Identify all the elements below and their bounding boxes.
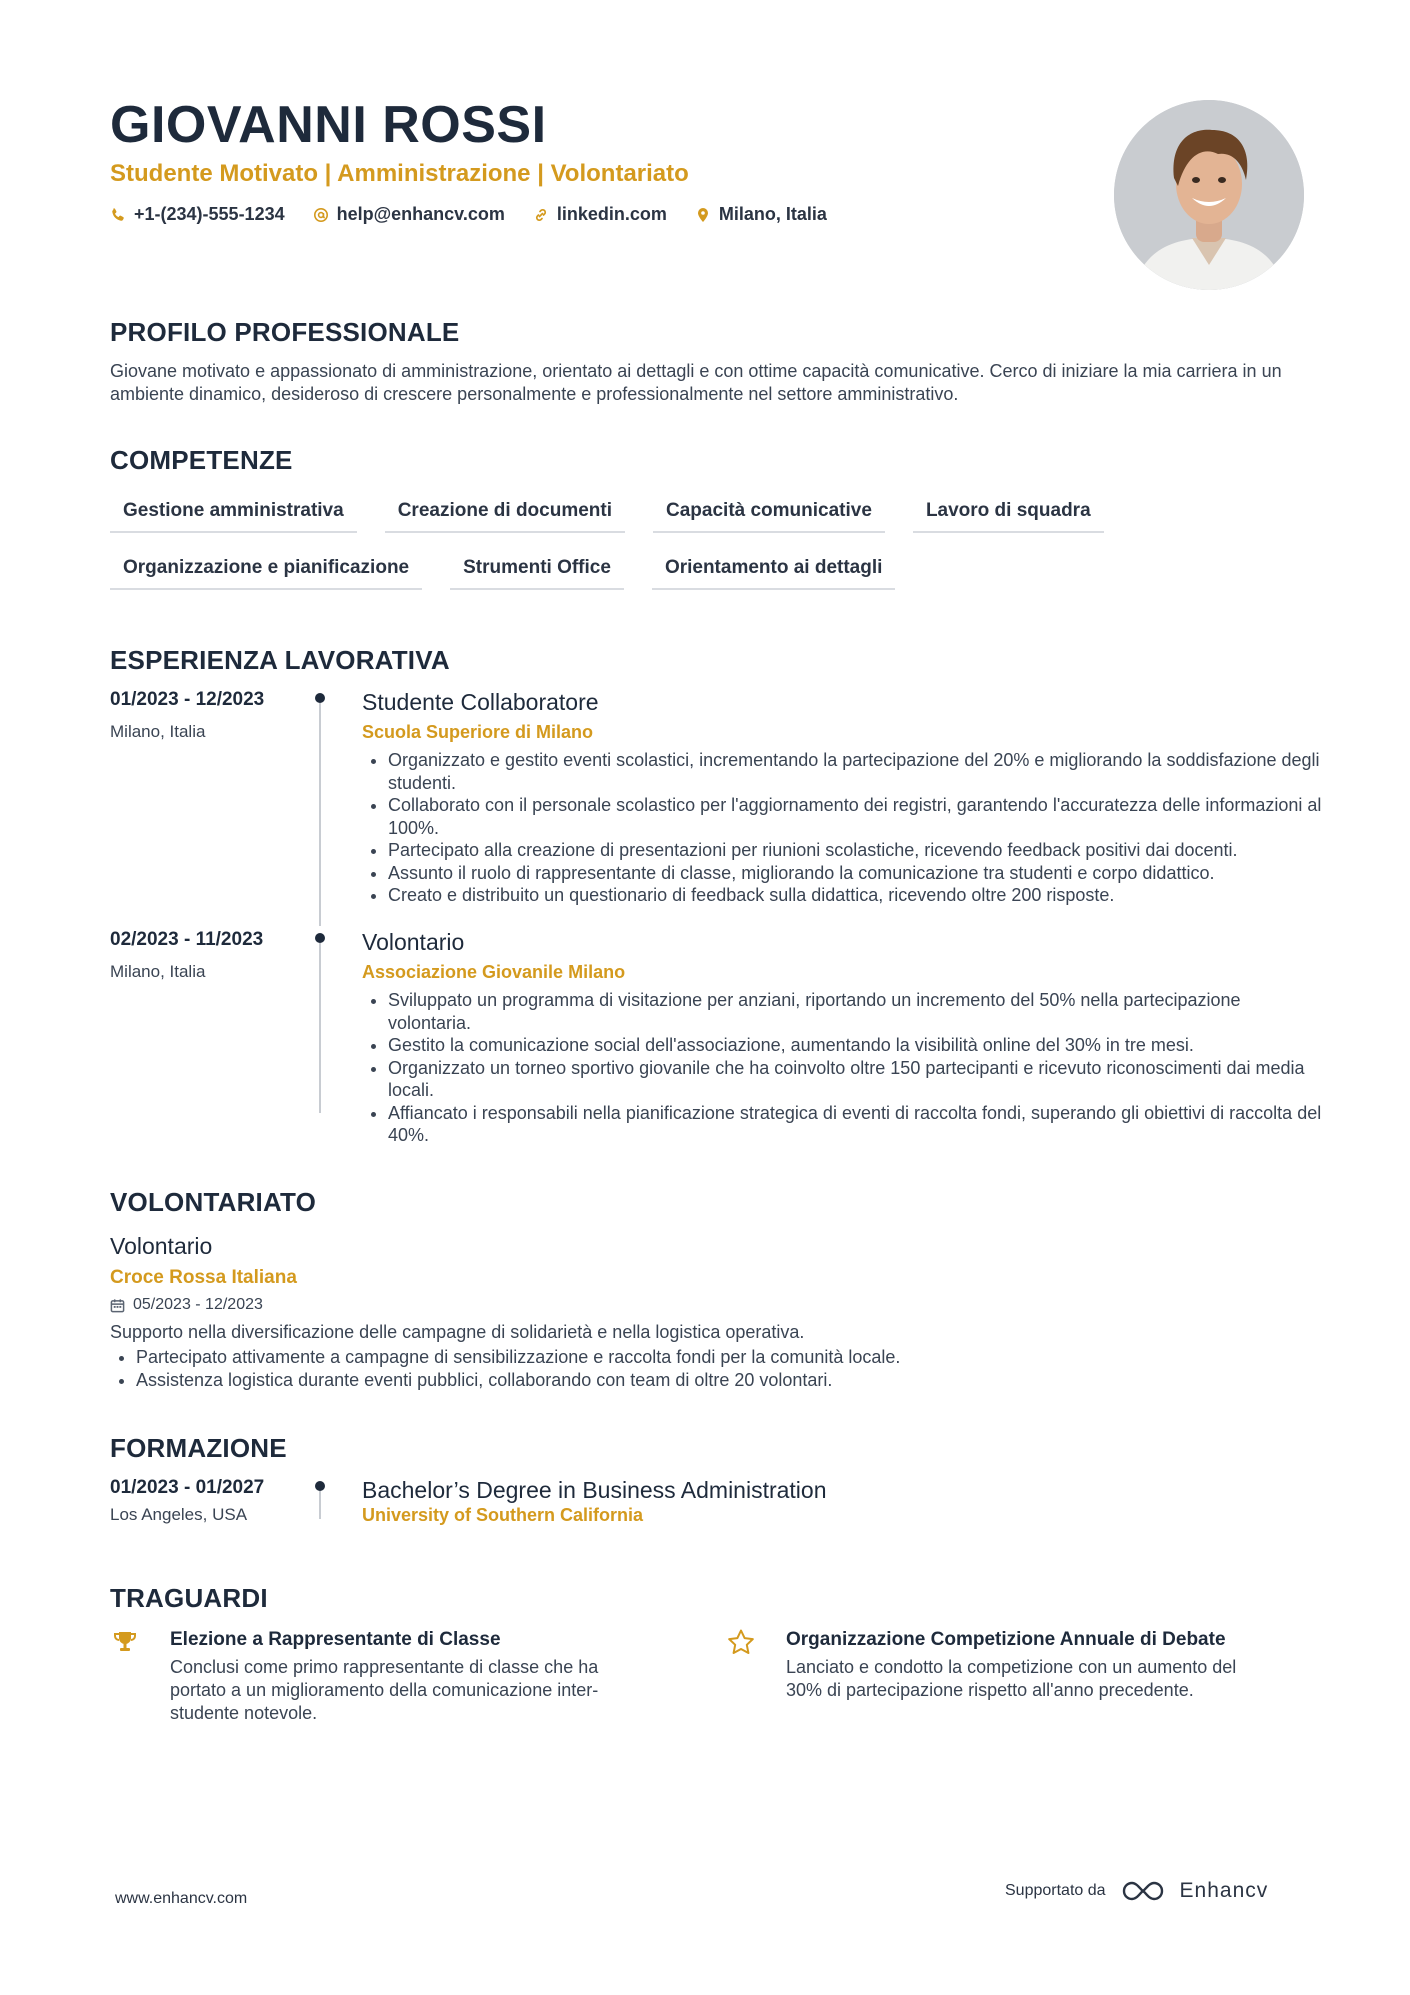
experience-company: Associazione Giovanile Milano: [362, 962, 626, 982]
at-icon: [313, 207, 329, 223]
timeline-line: [319, 703, 321, 926]
achievement-title: Elezione a Rappresentante di Classe: [170, 1629, 501, 1650]
timeline-dot: [315, 1481, 325, 1491]
phone-text: +1-(234)-555-1234: [134, 204, 285, 224]
list-item: • Partecipato alla creazione di presentazioni per riunioni scolastiche, ricevendo feedback positivi dai docenti.: [388, 839, 1322, 862]
experience-dates: 02/2023 - 11/2023: [110, 929, 264, 950]
experience-location: Milano, Italia: [110, 722, 206, 741]
experience-body: [362, 928, 1322, 1147]
achievement-text: Conclusi come primo rappresentante di classe che ha portato a un miglioramento della comunicazione inter-studente notevole.: [170, 1657, 599, 1723]
skill-tag: Orientamento ai dettagli: [652, 557, 895, 590]
volunteering-org: Croce Rossa Italiana: [110, 1267, 297, 1288]
achievement-title: Organizzazione Competizione Annuale di Debate: [786, 1629, 1226, 1650]
volunteering-role: Volontario: [110, 1233, 213, 1259]
experience-section: [110, 644, 1310, 676]
skill-tag: Gestione amministrativa: [110, 500, 357, 533]
list-item: • Collaborato con il personale scolastico per l'aggiornamento dei registri, garantendo l'accuratezza delle informazioni al 100%.: [388, 794, 1322, 839]
list-item: • Assistenza logistica durante eventi pubblici, collaborando con team di oltre 20 volontari.: [136, 1369, 1310, 1392]
education-school: University of Southern California: [362, 1505, 644, 1525]
location-pin-icon: [695, 207, 711, 223]
timeline-dot: [315, 933, 325, 943]
volunteering-date-row: [110, 1296, 1310, 1314]
footer-branding: [1005, 1878, 1268, 1904]
contact-phone[interactable]: [110, 204, 285, 225]
timeline-line: [319, 1491, 321, 1519]
enhancv-logo-icon: [1120, 1878, 1166, 1904]
experience-meta: [110, 928, 310, 982]
achievement-text: Lanciato e condotto la competizione con un aumento del 30% di partecipazione rispetto all'anno precedente.: [786, 1657, 1237, 1700]
education-title: FORMAZIONE: [110, 1433, 287, 1463]
experience-location: Milano, Italia: [110, 962, 206, 981]
list-item: • Creato e distribuito un questionario di feedback sulla didattica, ricevendo oltre 200 risposte.: [388, 884, 1322, 907]
candidate-name: GIOVANNI ROSSI: [110, 96, 547, 154]
experience-company: Scuola Superiore di Milano: [362, 722, 594, 742]
profile-title: PROFILO PROFESSIONALE: [110, 317, 460, 347]
profile-summary: Giovane motivato e appassionato di amministrazione, orientato ai dettagli e con ottime capacità comunicative. Cerco di iniziare la mia carriera in un ambiente dinamico, desideroso di crescere personalmente e professionalmente nel settore amministrativo.: [110, 361, 1282, 404]
list-item: • Gestito la comunicazione social dell'associazione, aumentando la visibilità online del 30% in tre mesi.: [388, 1034, 1322, 1057]
calendar-icon: [110, 1298, 125, 1313]
contact-linkedin[interactable]: [533, 204, 667, 225]
experience-title: ESPERIENZA LAVORATIVA: [110, 645, 450, 675]
profile-section: [110, 316, 1310, 406]
education-degree: Bachelor’s Degree in Business Administration: [362, 1477, 827, 1503]
education-meta: [110, 1476, 310, 1525]
experience-role: Volontario: [362, 929, 465, 955]
skills-list: [110, 500, 1210, 590]
list-item: • Affiancato i responsabili nella pianificazione strategica di eventi di raccolta fondi, superando gli obiettivi di raccolta del 40%.: [388, 1102, 1322, 1147]
experience-bullets: [362, 749, 1322, 907]
achievement-item: [726, 1628, 1286, 1702]
skill-tag: Creazione di documenti: [385, 500, 625, 533]
achievements-section: [110, 1582, 1310, 1614]
experience-bullets: [362, 989, 1322, 1147]
list-item: • Assunto il ruolo di rappresentante di classe, migliorando la comunicazione tra studenti e corpo didattico.: [388, 862, 1322, 885]
trophy-icon: [110, 1628, 140, 1658]
powered-by-text: Supportato da: [1005, 1882, 1106, 1899]
list-item: • Organizzato e gestito eventi scolastici, incrementando la partecipazione del 20% e migliorando la soddisfazione degli studenti.: [388, 749, 1322, 794]
footer-website[interactable]: www.enhancv.com: [115, 1890, 248, 1907]
avatar-illustration: [1114, 100, 1304, 290]
experience-meta: [110, 688, 310, 742]
volunteering-description: Supporto nella diversificazione delle campagne di solidarietà e nella logistica operativa.: [110, 1322, 805, 1342]
linkedin-text: linkedin.com: [556, 204, 667, 224]
tagline: Studente Motivato | Amministrazione | Volontariato: [110, 160, 689, 187]
skill-tag: Organizzazione e pianificazione: [110, 557, 422, 590]
experience-role: Studente Collaboratore: [362, 689, 599, 715]
experience-body: [362, 688, 1322, 907]
education-dates: 01/2023 - 01/2027: [110, 1477, 265, 1498]
volunteering-title: VOLONTARIATO: [110, 1187, 317, 1217]
resume-header: [110, 94, 1070, 225]
brand-name: Enhancv: [1179, 1879, 1269, 1902]
achievement-item: [110, 1628, 670, 1725]
location-text: Milano, Italia: [718, 204, 827, 224]
phone-icon: [110, 207, 126, 223]
education-body: [362, 1476, 1322, 1526]
list-item: • Organizzato un torneo sportivo giovanile che ha coinvolto oltre 150 partecipanti e ricevuto riconoscimenti dai media locali.: [388, 1057, 1322, 1102]
volunteering-dates: 05/2023 - 12/2023: [133, 1296, 263, 1313]
profile-photo: [1114, 100, 1304, 290]
skill-tag: Strumenti Office: [450, 557, 624, 590]
skills-section: [110, 444, 1310, 590]
contact-bar: [110, 204, 1070, 225]
link-icon: [533, 207, 549, 223]
timeline-dot: [315, 693, 325, 703]
contact-email[interactable]: [313, 204, 505, 225]
experience-dates: 01/2023 - 12/2023: [110, 689, 265, 710]
star-icon: [726, 1628, 756, 1658]
skill-tag: Capacità comunicative: [653, 500, 885, 533]
skills-title: COMPETENZE: [110, 445, 293, 475]
education-location: Los Angeles, USA: [110, 1505, 248, 1524]
timeline-line: [319, 943, 321, 1113]
email-text: help@enhancv.com: [336, 204, 505, 224]
education-section: [110, 1432, 1310, 1464]
achievements-title: TRAGUARDI: [110, 1583, 268, 1613]
list-item: • Partecipato attivamente a campagne di sensibilizzazione e raccolta fondi per la comunità locale.: [136, 1346, 1310, 1369]
volunteering-bullets: [110, 1346, 1310, 1392]
volunteering-section: [110, 1186, 1310, 1392]
contact-location: [695, 204, 827, 225]
skill-tag: Lavoro di squadra: [913, 500, 1104, 533]
list-item: • Sviluppato un programma di visitazione per anziani, riportando un incremento del 50% nella partecipazione volontaria.: [388, 989, 1322, 1034]
